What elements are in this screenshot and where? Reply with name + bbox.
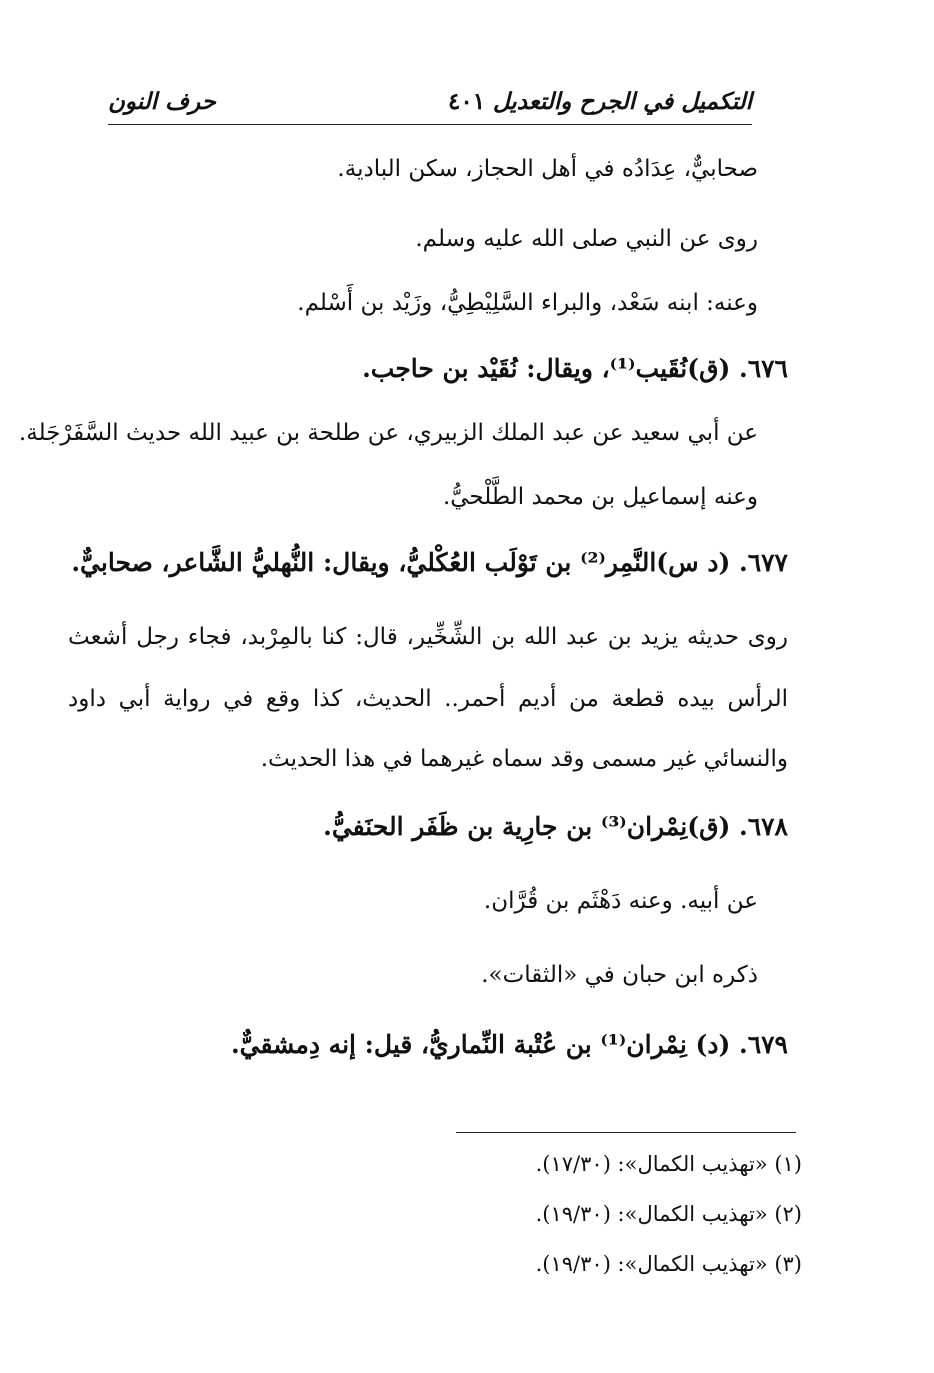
footnote: (٣) «تهذيب الكمال»: (١٩/٣٠).	[535, 1252, 802, 1276]
text-line: عن أبي سعيد عن عبد الملك الزبيري، عن طلحة بن عبيد الله حديث السَّفَرْجَلة.	[18, 420, 758, 446]
entry-title-676: ٦٧٦. (ق)نُقَيب⁽¹⁾، ويقال: نُقَيْد بن حاجب.	[362, 354, 788, 383]
text-line: الرأس بيده قطعة من أديم أحمر.. الحديث، كذا وقع في رواية أبي داود	[68, 686, 788, 712]
text-line: وعنه: ابنه سَعْد، والبراء السَّلِيْطِيُّ، وزَيْد بن أَسْلم.	[297, 290, 758, 316]
text-line: والنسائي غير مسمى وقد سماه غيرهما في هذا الحديث.	[260, 746, 788, 772]
text-line: وعنه إسماعيل بن محمد الطَّلْحيُّ.	[442, 484, 758, 510]
entry-title-679: ٦٧٩. (د) نِمْران⁽¹⁾ بن عُتْبة النِّماريُّ، قيل: إنه دِمشقيٌّ.	[230, 1030, 788, 1059]
text-line: عن أبيه. وعنه دَهْثَم بن قُرَّان.	[483, 888, 758, 914]
running-header	[108, 84, 752, 125]
footnote: (١) «تهذيب الكمال»: (١٧/٣٠).	[535, 1152, 802, 1176]
text-line: روى عن النبي صلى الله عليه وسلم.	[415, 226, 758, 252]
book-title: التكميل في الجرح والتعديل	[492, 88, 752, 115]
section-title: حرف النون	[108, 88, 216, 115]
text-line: ذكره ابن حبان في «الثقات».	[481, 962, 758, 988]
footnote-divider	[456, 1132, 796, 1133]
footnote: (٢) «تهذيب الكمال»: (١٩/٣٠).	[535, 1202, 802, 1226]
page-number: ٤٠١	[448, 88, 486, 115]
text-line: روى حديثه يزيد بن عبد الله بن الشِّخِّير، قال: كنا بالمِرْبد، فجاء رجل أشعث	[68, 624, 788, 650]
entry-title-678: ٦٧٨. (ق)نِمْران⁽³⁾ بن جارِية بن ظَفَر الحنَفيُّ.	[323, 812, 788, 841]
entry-title-677: ٦٧٧. (د س)النَّمِر⁽²⁾ بن تَوْلَب العُكْليُّ، ويقال: النُّهليُّ الشَّاعر، صحابيٌّ.	[71, 548, 788, 577]
text-line: صحابيٌّ، عِدَادُه في أهل الحجاز، سكن البادية.	[337, 156, 758, 182]
